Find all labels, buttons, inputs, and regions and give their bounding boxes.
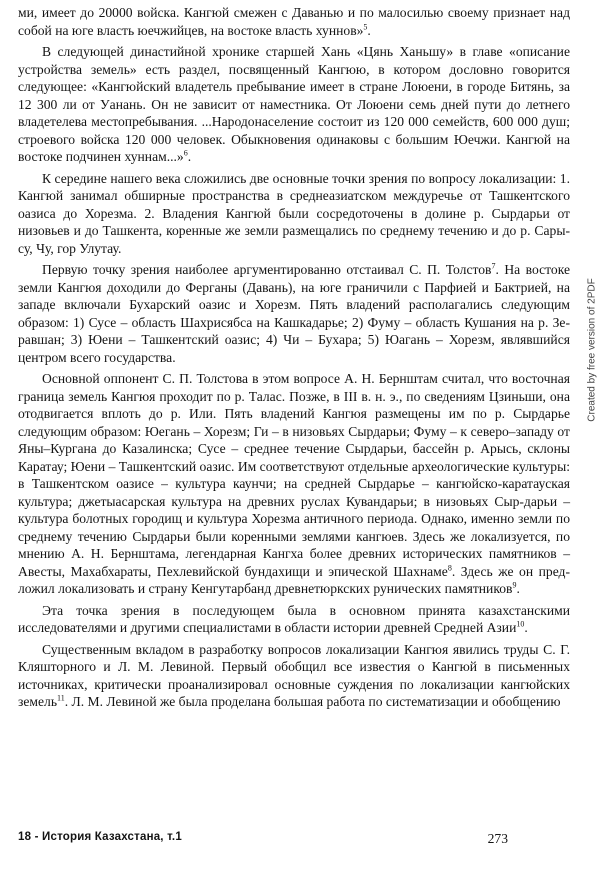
paragraph-text: . — [524, 620, 528, 635]
paragraph — [18, 4, 570, 39]
paragraph-text: В следующей династийной хронике старшей Хань «Цянь Ханьшу» в главе «описание устройства земель» есть раздел, посвященный Кангюю, в котором дословно говорится следующее: «Кангюйский владетель пребывание имеет в стране Лоюени, в городе Битянь, за 12 300 ли от Уанань. Он не зависит от наместника. От Лоюени семь дней пути до летнего владетелева местопребывания. ...Народонаселение состоит из 120 000 семейств, 600 000 душ; строевого войска 120 000 человек. Обыкновения одинаковы с большим Юечжи. Кангюй на востоке подчинен хуннам...» — [18, 44, 570, 164]
watermark — [584, 150, 600, 550]
footnote-ref: 9 — [512, 580, 517, 590]
footer-book-signature: 18 - История Казахстана, т.1 — [18, 831, 182, 843]
paragraph — [18, 602, 570, 637]
paragraph-text: ми, имеет до 20000 войска. Кангюй смежен с Даванью и по малосилью своему признает над собой на юге власть юечжийцев, на востоке власть хуннов» — [18, 5, 570, 38]
page-footer — [18, 831, 548, 847]
paragraph-text: . Л. М. Левиной же была проделана большая работа по систематизации и обобщению — [64, 694, 561, 709]
page-number: 273 — [487, 831, 508, 846]
paragraph — [18, 43, 570, 166]
footnote-ref: 8 — [447, 562, 452, 572]
paragraph-text: Существенным вкладом в разработку вопросов локализации Кангюя явились труды С. Г. Кляшторного и Л. М. Левиной. Первый обобщил все известия о Кангюй в письменных источниках, критически проанализировал основные суждения по локализации кангюйских земель — [18, 641, 570, 709]
paragraph-text: . — [516, 581, 520, 596]
paragraph-text: . На востоке земли Кангюя доходили до Ферганы (Давань), на юге граничили с Парфией и Бактрией, на западе включали Бухарский оазис и Хорезм. Пять владений располагались следующим образом: 1) Сусе – область Шахрисябса на Кашкадарье; 2) Фуму – область Кушания на р. Зеравшан; 3) Юени – Ташкентский оазис; 4) Чи – Бухара; 5) Юагань – Хорезм, являвшийся центром всего государства. — [18, 262, 570, 365]
paragraph-text: Эта точка зрения в последующем была в основном принята казахстанскими исследователями и другими специалистами в области истории древней Средней Азии — [18, 602, 570, 635]
footnote-ref: 11 — [57, 693, 65, 703]
paragraph — [18, 370, 570, 598]
footnote-ref: 5 — [363, 21, 368, 31]
footnote-ref: 10 — [516, 619, 525, 629]
page-text — [18, 4, 570, 715]
footnote-ref: 6 — [183, 148, 188, 158]
paragraph — [18, 170, 570, 258]
paragraph-text: Первую точку зрения наиболее аргументированно отстаивал С. П. Толстов — [42, 262, 492, 277]
footnote-ref: 7 — [491, 261, 496, 271]
paragraph-text: . — [187, 149, 192, 164]
paragraph-text: . — [367, 22, 371, 38]
paragraph — [18, 261, 570, 366]
paragraph-text: К середине нашего века сложились две основные точки зрения по вопросу локализации: 1. Кангюй занимал обширные пространства в среднеазиатском междуречье от Ташкентского оазиса до Хорезма. 2. Владения Кангюй были сосредоточены в долине р. Сырдарьи от низовьев и до Ташкента, коренные же земли размещались по среднему течению и до р. Сарысу, Чу, гор Улутау. — [18, 170, 570, 256]
watermark-text: Created by free version of 2PDF — [586, 278, 598, 422]
paragraph-text: . Здесь же он предложил локализовать и страну Кенгутарбанд древнетюркских рунических памятников — [18, 563, 570, 596]
paragraph-text: Основной оппонент С. П. Толстова в этом вопросе А. Н. Бернштам считал, что восточная граница земель Кангюя проходит по р. Талас. Позже, в III в. н. э., по сведениям Цзиньши, она отодвигается вплоть до р. Или. Пять владений Кангюя размещены им по р. Сырдарье следующим образом: Юегань – Хорезм; Ги – в низовьях Сырдарьи; Фуму – к северо–западу от Яны–Кургана до Казалинска; Сусе – среднее течение Сырдарьи, бассейн р. Арысь, склоны Каратау; Юени – Ташкентский оазис. Им соответствуют отдельные археологические культуры: в Ташкентском оазисе – культура каунчи; на средней Сырдарье – кангюйско-каратауская культура; джетыасарская культура на древних руслах Кувандарьи; в низовьях Сыр-дарьи – культура болотных городищ и культура Хорезма античного периода. Однако, именно земли по среднему течению Сырдарьи были коренными землями кангюев. Здесь же локализуется, по мнению А. Н. Бернштама, легендарная Кангха более древних исторических памятников – Авесты, Махабхараты, Пехлевийской бундахищи и эпической Шахнаме — [18, 371, 570, 579]
paragraph — [18, 641, 570, 711]
